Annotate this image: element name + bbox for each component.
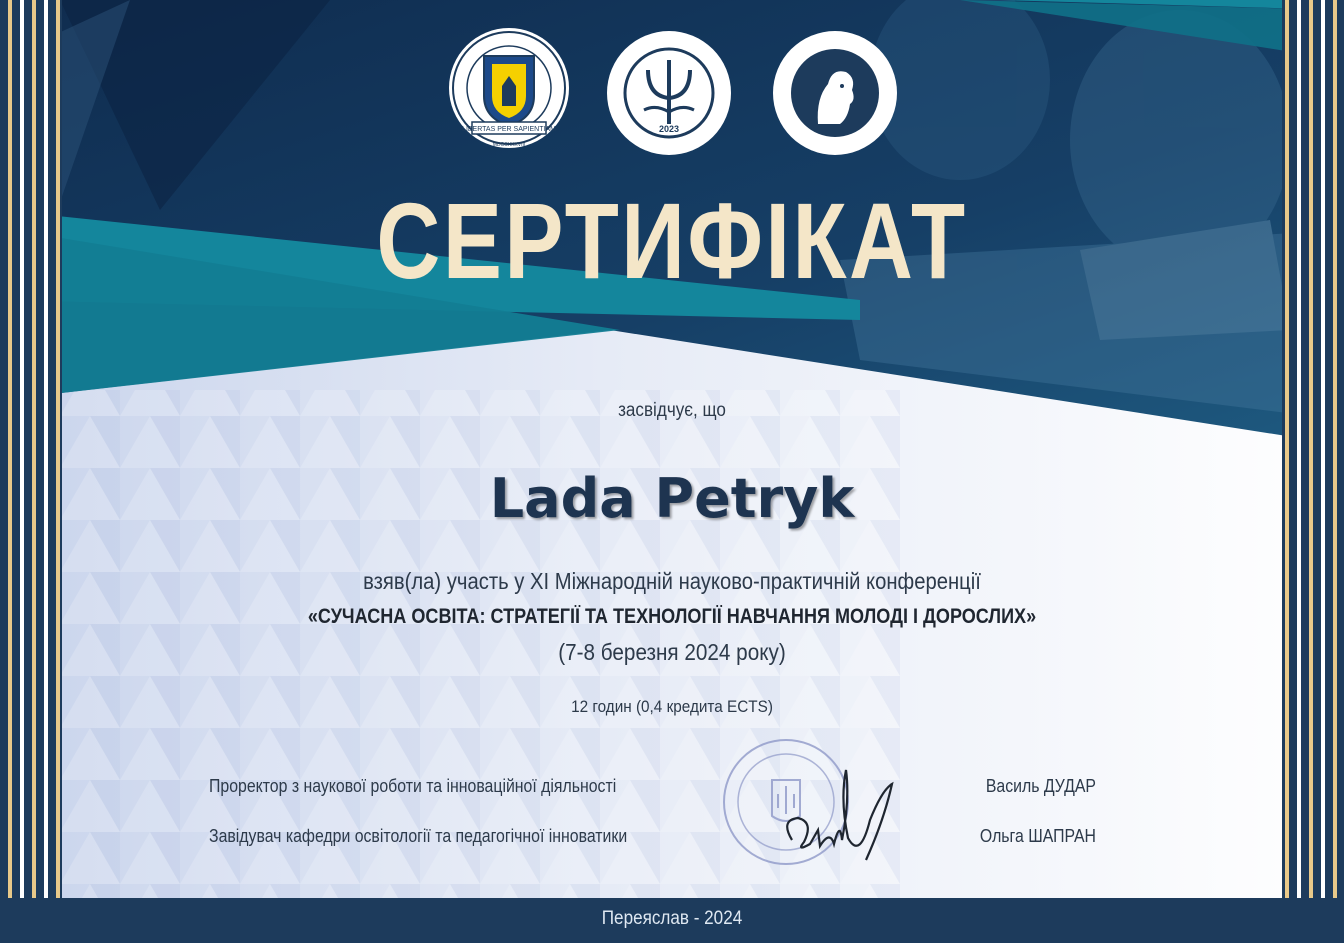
- university-coat-of-arms-icon: [444, 26, 574, 156]
- conference-dates: (7-8 березня 2024 року): [558, 639, 786, 665]
- signatory-name-2: Ольга ШАПРАН: [979, 826, 1096, 846]
- signatory-position-2: Завідувач кафедри освітології та педагогічної інноватики: [209, 826, 628, 846]
- participation-text: взяв(ла) участь у ХІ Міжнародній науково-практичній конференції: [363, 568, 981, 594]
- footer-place-year: Переяслав - 2024: [601, 908, 743, 929]
- conference-title: «СУЧАСНА ОСВІТА: СТРАТЕГІЇ ТА ТЕХНОЛОГІЇ НАВЧАННЯ МОЛОДІ І ДОРОСЛИХ»: [307, 605, 1037, 628]
- year-text: 2023: [658, 124, 680, 134]
- motto-text: LIBERTAS PER SAPIENTIAM: [462, 126, 556, 133]
- signatory-name-1: Василь ДУДАР: [985, 776, 1096, 796]
- year-text: MDCCXXXVIII: [492, 142, 526, 148]
- department-portrait-icon: [770, 28, 900, 158]
- recipient-name: Lada Petryk: [489, 467, 855, 530]
- faculty-emblem-icon: [604, 28, 734, 158]
- certificate-title: СЕРТИФІКАТ: [376, 180, 968, 301]
- signatory-position-1: Проректор з наукової роботи та інноваційної діяльності: [209, 776, 617, 796]
- certifies-text: засвідчує, що: [618, 400, 726, 421]
- hours-credits: 12 годин (0,4 кредита ECTS): [571, 697, 773, 716]
